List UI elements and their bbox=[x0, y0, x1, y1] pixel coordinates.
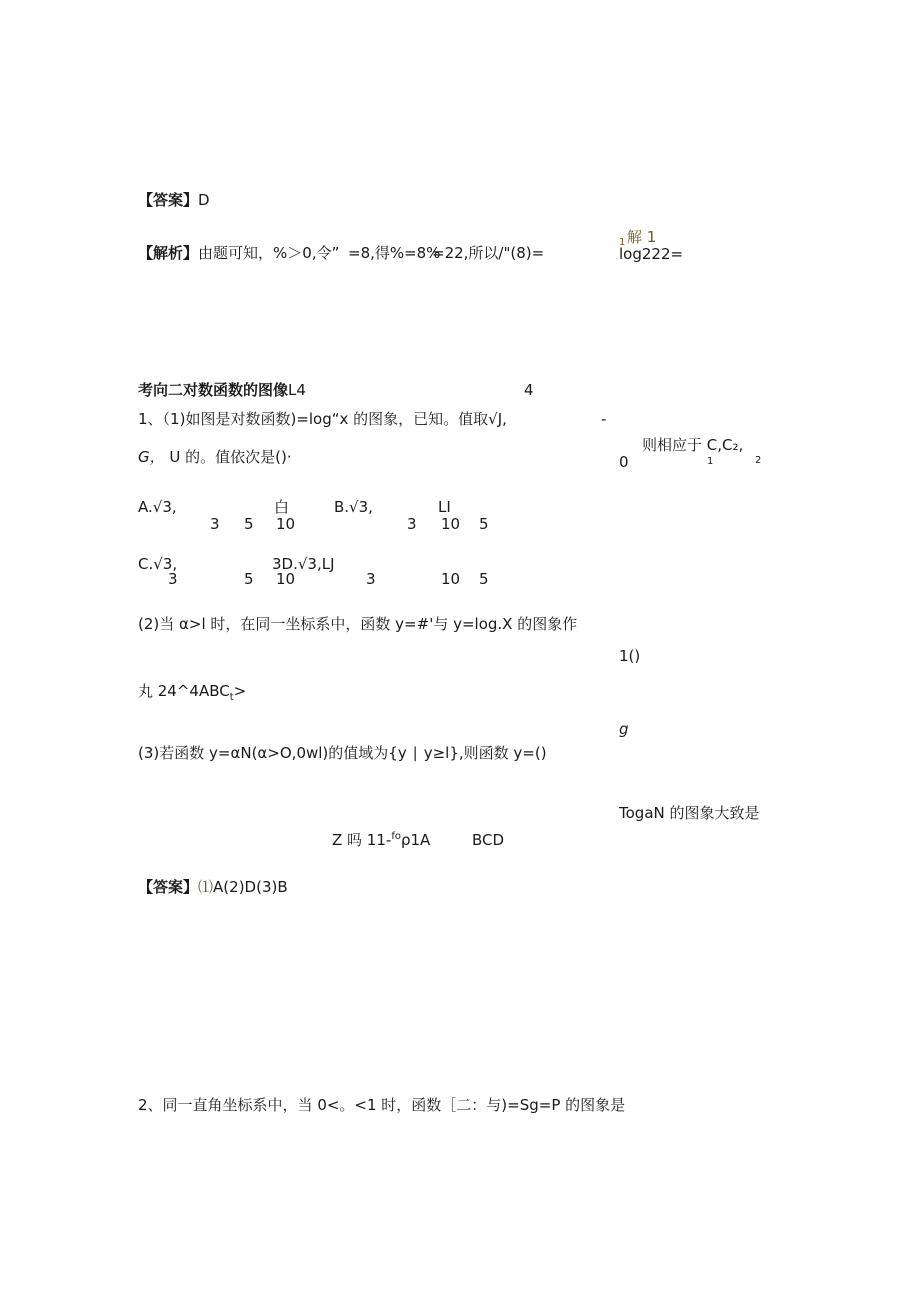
analysis-line bbox=[138, 246, 339, 261]
question-1-part-3-sup: fo bbox=[391, 831, 401, 842]
option-a: A.√3, bbox=[138, 498, 177, 516]
option-row-1-num-5: 10 bbox=[441, 515, 461, 533]
option-row-2-num-6: 5 bbox=[479, 570, 489, 588]
question-1-line-2 bbox=[138, 450, 292, 465]
question-1-right-text: 则相应于 C,C₂, bbox=[642, 436, 744, 454]
option-row-2-num-4: 3 bbox=[366, 570, 376, 588]
answer-label: 【答案】 bbox=[138, 191, 199, 209]
question-2: 2、同一直角坐标系中，当 0<。<1 时，函数［二：与)=Sg=P 的图象是 bbox=[138, 1096, 626, 1114]
option-b: B.√3, bbox=[334, 498, 373, 516]
section-suffix: L4 bbox=[288, 381, 306, 399]
answer-2-value: A(2)D(3)B bbox=[213, 878, 288, 896]
option-row-2-num-2: 5 bbox=[244, 570, 254, 588]
option-li: LI bbox=[438, 498, 451, 516]
option-d: 3D.√3,LJ bbox=[272, 555, 335, 573]
question-1-part-2-sub: t bbox=[229, 692, 234, 703]
analysis-label: 【解析】 bbox=[138, 244, 199, 262]
question-1-part-2-right: 1() bbox=[619, 647, 641, 665]
option-row-2-num-5: 10 bbox=[441, 570, 461, 588]
question-1-part-2-choices: 丸 $24\^{}4ABC_t>$ bbox=[138, 682, 247, 703]
question-1-g: G， bbox=[138, 448, 165, 466]
option-row-1-num-2: 5 bbox=[244, 515, 254, 533]
question-1-part-3-choices-bcd: BCD bbox=[472, 831, 505, 849]
option-row-1-num-3: 10 bbox=[276, 515, 296, 533]
question-1-part-3-right: TogaN 的图象大致是 bbox=[619, 804, 760, 822]
question-1-sub-2: 2 bbox=[755, 455, 762, 466]
option-row-2-num-1: 3 bbox=[168, 570, 178, 588]
question-1-dash: - bbox=[601, 410, 607, 428]
answer-2-label: 【答案】 bbox=[138, 878, 199, 896]
question-1-part-2: (2)当 α>l 时，在同一坐标系中，函数 y=#'与 y=log.X 的图象作 bbox=[138, 615, 578, 633]
analysis-text-4: =22,所以/"(8)= bbox=[432, 244, 545, 262]
option-row-2-num-3: 10 bbox=[276, 570, 296, 588]
option-row-1-num-4: 3 bbox=[407, 515, 417, 533]
analysis-side-small: 1 bbox=[619, 237, 626, 248]
analysis-text: 由题可知，%＞0,令” bbox=[198, 244, 340, 262]
question-1-zero: 0 bbox=[619, 453, 629, 471]
analysis-side-bottom: log222= bbox=[619, 245, 684, 263]
answer-value: D bbox=[198, 191, 210, 209]
option-bai: 白 bbox=[274, 498, 290, 516]
question-1-part-3-g: g bbox=[619, 720, 629, 738]
option-c: C.√3, bbox=[138, 555, 178, 573]
section-number: 4 bbox=[524, 381, 534, 399]
section-title: 考向二对数函数的图像L4 bbox=[138, 381, 306, 399]
question-1-line-1: 1、（1)如图是对数函数)=log“x 的图象，已知。值取√J, bbox=[138, 410, 507, 428]
answer-2-num: ⑴ bbox=[198, 878, 214, 896]
analysis-text-3: =8% bbox=[404, 244, 441, 262]
question-1-sub-1: 1 bbox=[707, 456, 714, 467]
question-1-line-2-text: U 的。值依次是()· bbox=[169, 448, 292, 466]
option-row-1-num-6: 5 bbox=[479, 515, 489, 533]
answer-2-line bbox=[138, 880, 288, 895]
question-1-part-3-choices: Z 吗 11-$^{fo}$ρ1A bbox=[332, 831, 431, 849]
option-row-1-num-1: 3 bbox=[210, 515, 220, 533]
analysis-side-top: 解 1 bbox=[627, 228, 657, 246]
analysis-text-2: =8,得% bbox=[348, 244, 405, 262]
question-1-part-3: (3)若函数 y=αN(α>O,0wl)的值域为{y ∣ y≥l},则函数 y=() bbox=[138, 744, 547, 762]
answer-line bbox=[138, 193, 210, 208]
